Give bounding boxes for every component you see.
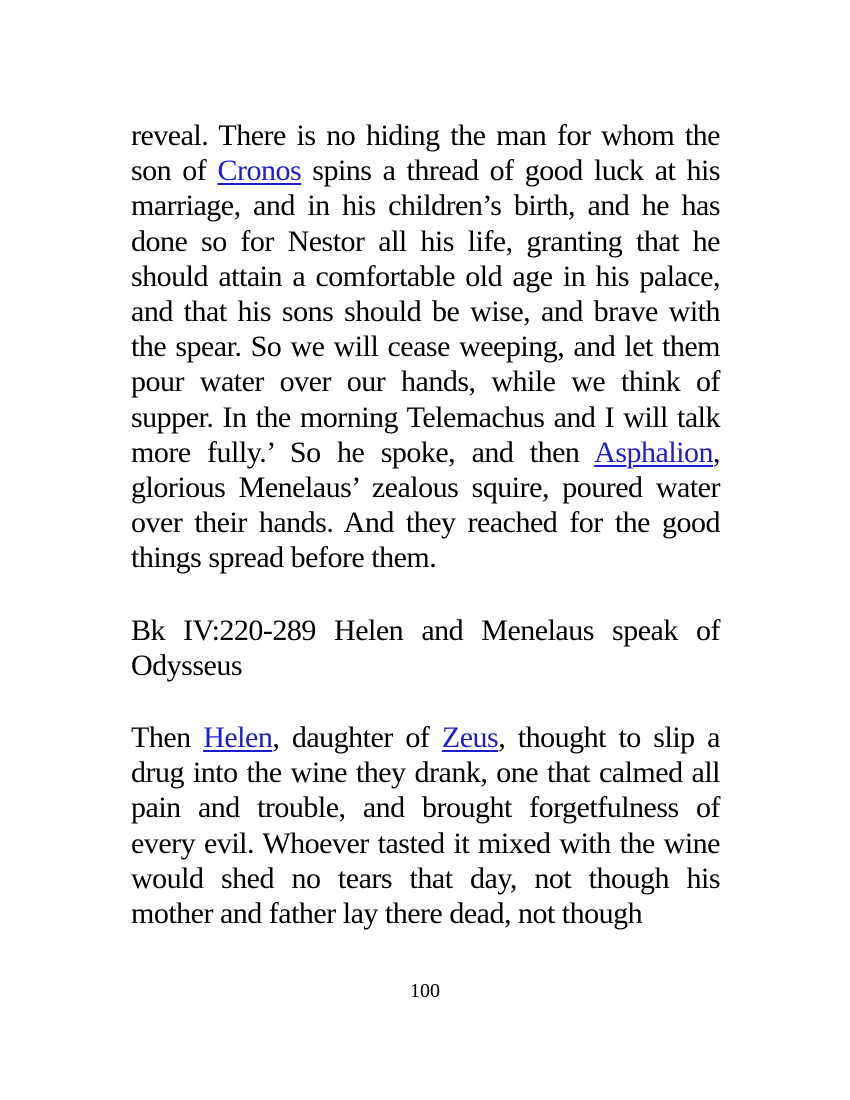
paragraph-2-text-3: , thought to slip a drug into the wine they drank, one that calmed all pain and trouble, and brought forgetfulness of every evil. Whoever tasted it mixed with the wine would shed no tears that day, not though his mother and father lay there dead, not though [131, 721, 721, 931]
paragraph-1-text-3: , glorious Menelaus’ zealous squire, poured water over their hands. And they reached for the good things spread before them. [131, 435, 720, 575]
link-asphalion[interactable]: Asphalion [594, 435, 713, 469]
link-zeus[interactable]: Zeus [441, 721, 499, 755]
link-helen[interactable]: Helen [203, 721, 273, 755]
page-number: 100 [410, 980, 440, 1002]
document-body [131, 118, 720, 931]
paragraph-2-text-1: Then [131, 721, 204, 755]
section-heading: Bk IV:220-289 Helen and Menelaus speak of Odysseus [131, 613, 720, 682]
paragraph-1 [131, 118, 720, 576]
paragraph-2 [131, 720, 720, 931]
paragraph-1-text-2: spins a thread of good luck at his marriage, and in his children’s birth, and he has done so for Nestor all his life, granting that he should attain a comfortable old age in his palace, and that his sons should be wise, and brave with the spear. So we will cease weeping, and let them pour water over our hands, while we think of supper. In the morning Telemachus and I will talk more fully.’ So he spoke, and then [131, 154, 720, 469]
paragraph-1-text-1: reveal. There is no hiding the man for whom the son of [131, 119, 720, 188]
link-cronos[interactable]: Cronos [217, 154, 302, 188]
paragraph-2-text-2: , daughter of [272, 721, 442, 755]
